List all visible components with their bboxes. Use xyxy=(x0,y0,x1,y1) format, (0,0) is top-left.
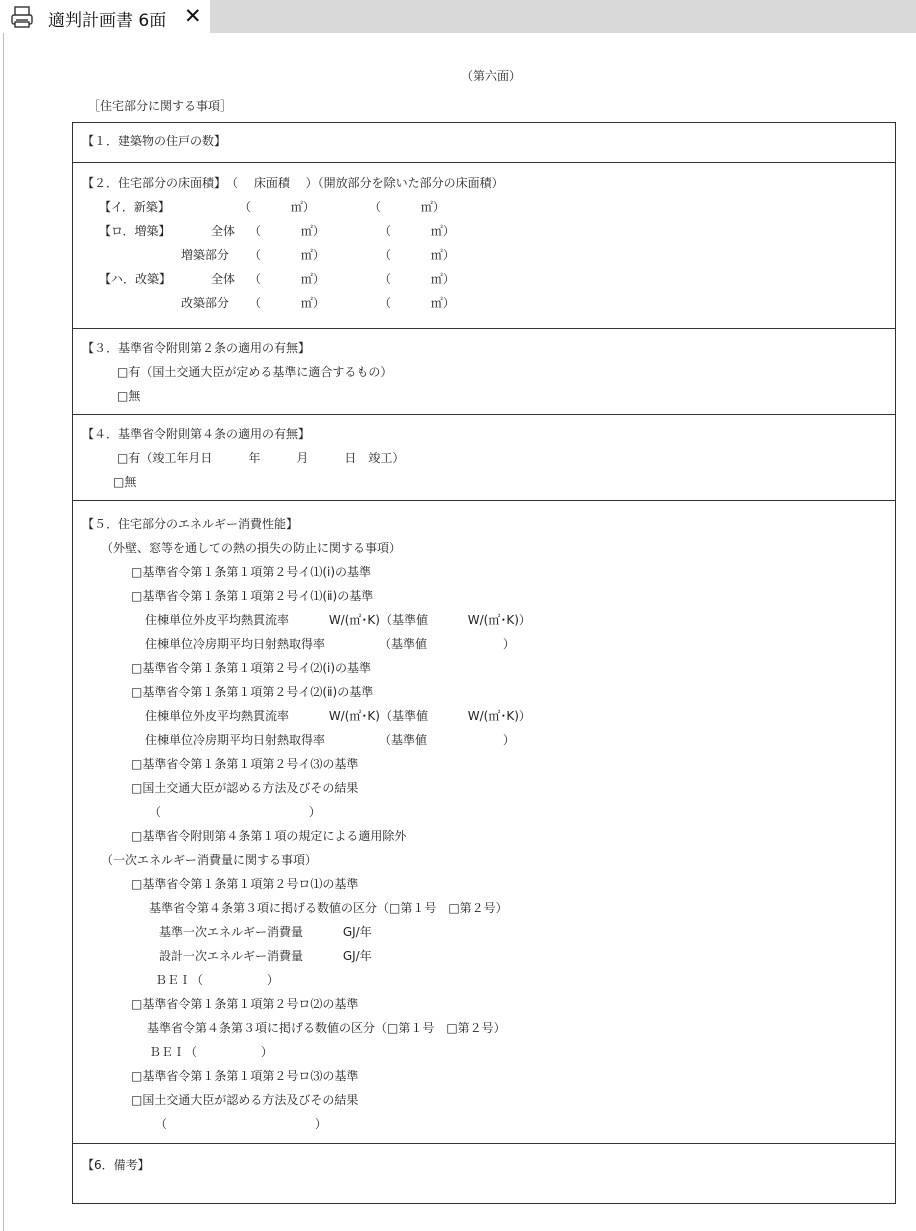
renovation-total-label: 全体 xyxy=(211,272,236,286)
section-4-title: 【４．基準省令附則第４条の適用の有無】 xyxy=(82,427,311,441)
document-page xyxy=(0,33,916,1231)
renovation-part-area: （ ㎡） xyxy=(249,296,325,310)
close-icon[interactable]: ✕ xyxy=(184,4,202,28)
extension-total-area: （ ㎡） xyxy=(249,224,325,238)
extension-part-label: 増築部分 xyxy=(181,248,230,262)
section-5-title: 【５．住宅部分のエネルギー消費性能】 xyxy=(82,517,299,531)
energy-option-1-division: 基準省令第４条第３項に掲げる数値の区分（□第１号 □第２号） xyxy=(149,901,508,915)
section-5-box xyxy=(72,500,896,1144)
renovation-total-open-area: （ ㎡） xyxy=(379,272,455,286)
energy-option-1-bei: ＢＥＩ（ ） xyxy=(155,973,279,987)
extension-total-open-area: （ ㎡） xyxy=(379,224,455,238)
thermal-option-1: □基準省令第１条第１項第２号イ⑴(ⅰ)の基準 xyxy=(131,565,372,579)
thermal-option-4: □基準省令第１条第１項第２号イ⑵(ⅱ)の基準 xyxy=(131,685,374,699)
thermal-option-4-ua: 住棟単位外皮平均熱貫流率 W/(㎡･K)（基準値 W/(㎡･K)） xyxy=(145,709,531,723)
page-heading: ［住宅部分に関する事項］ xyxy=(88,99,233,113)
energy-option-4-result: （ ） xyxy=(155,1117,327,1131)
printer-document-icon xyxy=(10,6,36,28)
section-4-option-yes: □有（竣工年月日 年 月 日 竣工） xyxy=(117,451,405,465)
page-label: （第六面） xyxy=(461,69,522,83)
renovation-part-open-area: （ ㎡） xyxy=(379,296,455,310)
thermal-option-5: □基準省令第１条第１項第２号イ⑶の基準 xyxy=(131,757,359,771)
energy-option-2-division: 基準省令第４条第３項に掲げる数値の区分（□第１号 □第２号） xyxy=(147,1021,506,1035)
thermal-option-2: □基準省令第１条第１項第２号イ⑴(ⅱ)の基準 xyxy=(131,589,374,603)
thermal-subheading: （外壁、窓等を通しての熱の損失の防止に関する事項） xyxy=(101,541,402,555)
new-build-area: （ ㎡） xyxy=(239,200,315,214)
energy-option-1: □基準省令第１条第１項第２号ロ⑴の基準 xyxy=(131,877,359,891)
primary-energy-subheading: （一次エネルギー消費量に関する事項） xyxy=(101,853,318,867)
thermal-option-7: □基準省令附則第４条第１項の規定による適用除外 xyxy=(131,829,407,843)
thermal-option-2-ua: 住棟単位外皮平均熱貫流率 W/(㎡･K)（基準値 W/(㎡･K)） xyxy=(145,613,531,627)
section-3-option-no: □無 xyxy=(117,389,141,403)
thermal-option-2-eta: 住棟単位冷房期平均日射熱取得率 （基準値 ） xyxy=(145,637,515,651)
section-3-option-yes: □有（国土交通大臣が定める基準に適合するもの） xyxy=(117,365,393,379)
energy-option-2-bei: ＢＥＩ（ ） xyxy=(149,1045,273,1059)
energy-option-4: □国土交通大臣が認める方法及びその結果 xyxy=(131,1093,359,1107)
extension-part-open-area: （ ㎡） xyxy=(379,248,455,262)
thermal-option-6-result: （ ） xyxy=(149,805,321,819)
extension-part-area: （ ㎡） xyxy=(249,248,325,262)
tab-bar xyxy=(0,0,916,33)
renovation-total-area: （ ㎡） xyxy=(249,272,325,286)
document-tab[interactable] xyxy=(0,0,210,33)
energy-option-1-design: 設計一次エネルギー消費量 GJ/年 xyxy=(159,949,372,963)
energy-option-1-standard: 基準一次エネルギー消費量 GJ/年 xyxy=(159,925,372,939)
thermal-option-6: □国土交通大臣が認める方法及びその結果 xyxy=(131,781,359,795)
energy-option-3: □基準省令第１条第１項第２号ロ⑶の基準 xyxy=(131,1069,359,1083)
section-2-box xyxy=(72,162,896,329)
section-6-box xyxy=(72,1143,896,1204)
section-3-box xyxy=(72,328,896,415)
renovation-label: 【ハ．改築】 xyxy=(99,272,172,286)
section-6-title: 【6．備考】 xyxy=(82,1158,150,1172)
section-3-title: 【３．基準省令附則第２条の適用の有無】 xyxy=(82,341,311,355)
tab-title: 適判計画書 6面 xyxy=(48,11,167,31)
section-4-box xyxy=(72,414,896,501)
section-1-box xyxy=(72,122,896,163)
thermal-option-3: □基準省令第１条第１項第２号イ⑵(ⅰ)の基準 xyxy=(131,661,372,675)
extension-label: 【ロ．増築】 xyxy=(99,224,171,238)
section-2-title: 【２．住宅部分の床面積】 （ 床面積 ）（開放部分を除いた部分の床面積） xyxy=(82,176,504,190)
extension-total-label: 全体 xyxy=(211,224,236,238)
section-1-title: 【１．建築物の住戸の数】 xyxy=(82,134,227,148)
renovation-part-label: 改築部分 xyxy=(181,296,230,310)
new-build-label: 【イ．新築】 xyxy=(99,200,170,214)
new-build-open-area: （ ㎡） xyxy=(369,200,445,214)
energy-option-2: □基準省令第１条第１項第２号ロ⑵の基準 xyxy=(131,997,359,1011)
thermal-option-4-eta: 住棟単位冷房期平均日射熱取得率 （基準値 ） xyxy=(145,733,515,747)
section-4-option-no: □無 xyxy=(113,475,137,489)
